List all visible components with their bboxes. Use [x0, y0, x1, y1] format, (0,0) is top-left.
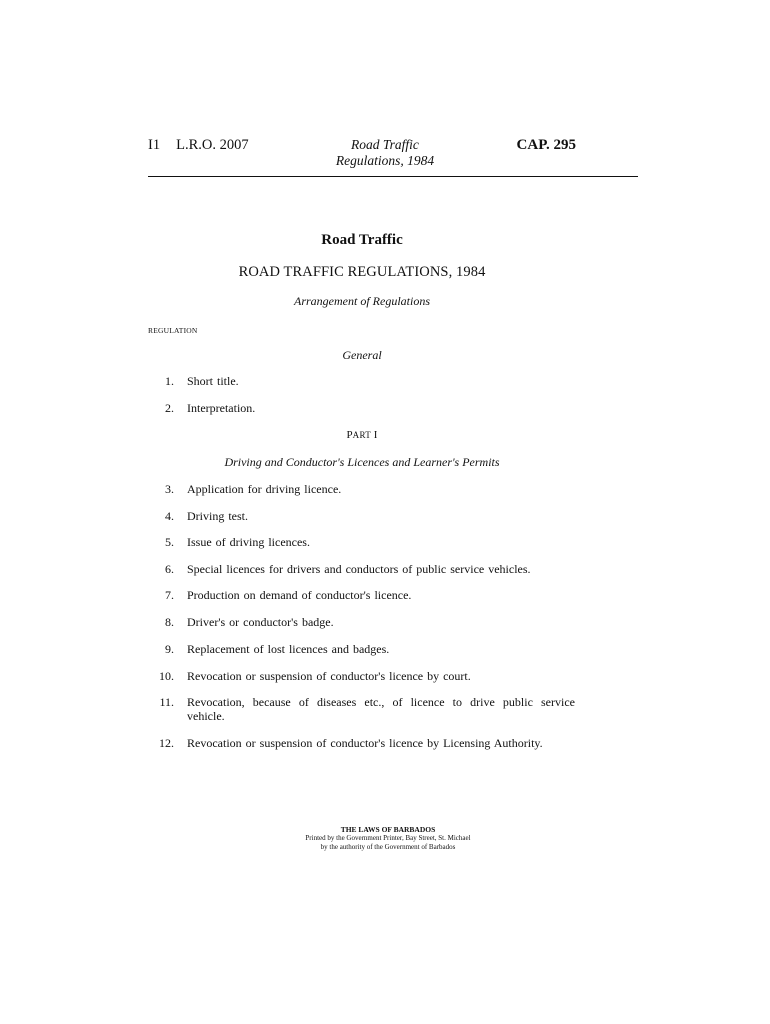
page-number: I1 [148, 137, 161, 153]
item-text: Driver's or conductor's badge. [187, 615, 334, 629]
item-text: Revocation, because of diseases etc., of licence to drive public service vehicle. [187, 695, 575, 723]
item-number: 1. [165, 374, 174, 388]
section-heading-general: General [342, 348, 382, 362]
page-footer [148, 825, 628, 852]
item-number: 2. [165, 401, 174, 415]
item-text: Application for driving licence. [187, 482, 342, 496]
running-title-line1: Road Traffic [351, 137, 419, 152]
item-number: 11. [159, 695, 174, 709]
running-title-line2: Regulations, 1984 [335, 153, 435, 168]
footer-printer: Printed by the Government Printer, Bay Street, St. Michael [305, 834, 471, 842]
item-number: 12. [159, 736, 174, 750]
item-text: Revocation or suspension of conductor's licence by Licensing Authority. [187, 736, 543, 750]
item-number: 5. [165, 535, 174, 549]
item-text: Revocation or suspension of conductor's licence by court. [187, 669, 471, 683]
item-number: 10. [159, 669, 174, 683]
item-number: 6. [165, 562, 174, 576]
arrangement-heading: Arrangement of Regulations [294, 294, 430, 308]
item-text: Driving test. [187, 509, 248, 523]
footer-title: THE LAWS OF BARBADOS [340, 825, 436, 834]
item-text: Production on demand of conductor's licence. [187, 588, 412, 602]
part-title: Driving and Conductor's Licences and Learner's Permits [224, 455, 500, 469]
document-title: Road Traffic [321, 232, 403, 248]
header-rule [148, 176, 638, 177]
item-text: Short title. [187, 374, 239, 388]
edition-label: L.R.O. 2007 [176, 137, 249, 153]
item-text: Special licences for drivers and conductors of public service vehicles. [187, 562, 531, 576]
part-heading: PART I [346, 429, 378, 441]
column-heading: REGULATION [148, 326, 198, 335]
footer-authority: by the authority of the Government of Barbados [320, 843, 456, 851]
item-text: Interpretation. [187, 401, 256, 415]
item-text: Issue of driving licences. [187, 535, 310, 549]
item-number: 4. [165, 509, 174, 523]
chapter-label: CAP. 295 [516, 137, 576, 153]
item-text: Replacement of lost licences and badges. [187, 642, 390, 656]
item-number: 7. [165, 588, 174, 602]
document-subtitle: ROAD TRAFFIC REGULATIONS, 1984 [238, 264, 486, 280]
item-number: 3. [165, 482, 174, 496]
item-number: 9. [165, 642, 174, 656]
item-number: 8. [165, 615, 174, 629]
running-title [0, 137, 770, 169]
